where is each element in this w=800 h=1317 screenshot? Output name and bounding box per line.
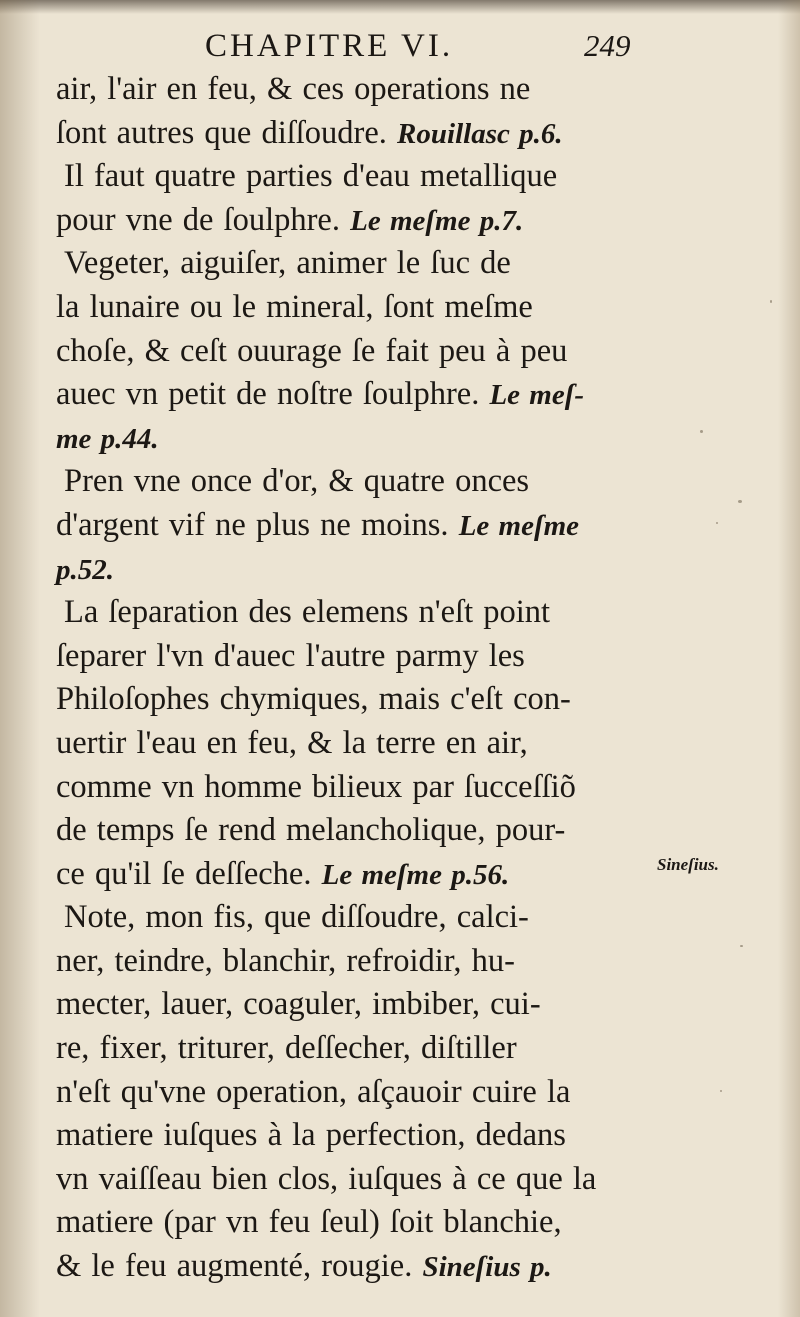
line-text: Vegeter, aiguiſer, animer le ſuc de <box>64 245 511 282</box>
citation: Le meſme p.7. <box>350 204 524 237</box>
line-text: & le feu augmenté, rougie. <box>56 1248 423 1285</box>
text-line <box>56 635 646 679</box>
line-text: auec vn petit de noſtre ſoulphre. <box>56 376 490 413</box>
paper-speck <box>716 522 718 524</box>
text-line <box>56 199 646 243</box>
text-line <box>56 68 646 112</box>
line-text: choſe, & ceſt ouurage ſe fait peu à peu <box>56 332 568 369</box>
paper-speck <box>720 1090 722 1092</box>
page-edge-shadow <box>778 0 800 1317</box>
text-line <box>56 722 646 766</box>
text-line <box>56 417 646 461</box>
text-line <box>56 1245 646 1289</box>
citation: me p.44. <box>56 422 159 455</box>
text-line <box>56 504 646 548</box>
text-line <box>56 983 646 1027</box>
text-line <box>56 853 646 897</box>
text-line <box>56 809 646 853</box>
line-text: vn vaiſſeau bien clos, iuſques à ce que la <box>56 1160 597 1197</box>
paper-speck <box>770 300 772 303</box>
line-text: re, fixer, triturer, deſſecher, diſtiller <box>56 1030 517 1067</box>
paper-speck <box>738 500 742 503</box>
text-line <box>56 155 646 199</box>
line-text: Philoſophes chymiques, mais c'eſt con- <box>56 681 571 718</box>
text-line <box>56 591 646 635</box>
citation: Sineſius p. <box>422 1251 552 1284</box>
line-text: matiere (par vn feu ſeul) ſoit blanchie, <box>56 1204 562 1241</box>
page-number: 249 <box>584 28 631 63</box>
text-line <box>56 766 646 810</box>
line-text: Il faut quatre parties d'eau metallique <box>64 158 558 195</box>
text-line <box>56 373 646 417</box>
line-text: n'eſt qu'vne operation, aſçauoir cuire la <box>56 1073 571 1110</box>
text-line <box>56 242 646 286</box>
line-text: mecter, lauer, coaguler, imbiber, cui- <box>56 986 541 1023</box>
text-line <box>56 940 646 984</box>
text-line <box>56 1027 646 1071</box>
line-text: La ſeparation des elemens n'eſt point <box>64 594 551 631</box>
line-text: d'argent vif ne plus ne moins. <box>56 506 459 543</box>
citation: Le meſme p.56. <box>321 858 510 891</box>
line-text: pour vne de ſoulphre. <box>56 201 351 238</box>
citation: Le meſ- <box>489 379 585 412</box>
line-text: ſeparer l'vn d'auec l'autre parmy les <box>56 637 525 674</box>
line-text: uertir l'eau en feu, & la terre en air, <box>56 724 528 761</box>
line-text: Pren vne once d'or, & quatre onces <box>64 463 530 500</box>
body-text <box>56 68 646 1289</box>
text-line <box>56 678 646 722</box>
text-line <box>56 1201 646 1245</box>
text-line <box>56 896 646 940</box>
marginal-note: Sineſius. <box>657 855 719 874</box>
text-line <box>56 112 646 156</box>
line-text: matiere iuſques à la perfection, dedans <box>56 1117 566 1154</box>
line-text: comme vn homme bilieux par ſucceſſiõ <box>56 768 576 805</box>
running-title: CHAPITRE VI. <box>205 28 454 64</box>
line-text: la lunaire ou le mineral, ſont meſme <box>56 288 533 325</box>
line-text: ner, teindre, blanchir, refroidir, hu- <box>56 942 515 979</box>
paper-speck <box>740 945 743 947</box>
line-text: ſont autres que diſſoudre. <box>56 114 398 151</box>
line-text: ce qu'il ſe deſſeche. <box>56 855 322 892</box>
citation: Le meſme <box>458 509 580 542</box>
text-line <box>56 1071 646 1115</box>
text-line <box>56 548 646 592</box>
page-top-shadow <box>0 0 800 14</box>
citation: Rouillasc p.6. <box>397 117 563 150</box>
paper-speck <box>700 430 703 433</box>
text-line <box>56 286 646 330</box>
page-header <box>0 28 800 68</box>
citation: p.52. <box>56 553 114 586</box>
text-line <box>56 460 646 504</box>
line-text: air, l'air en feu, & ces operations ne <box>56 71 531 107</box>
text-line <box>56 330 646 374</box>
text-line <box>56 1114 646 1158</box>
line-text: de temps ſe rend melancholique, pour- <box>56 812 566 849</box>
text-line <box>56 1158 646 1202</box>
gutter-shadow <box>0 0 40 1317</box>
line-text: Note, mon fis, que diſſoudre, calci- <box>64 899 529 936</box>
